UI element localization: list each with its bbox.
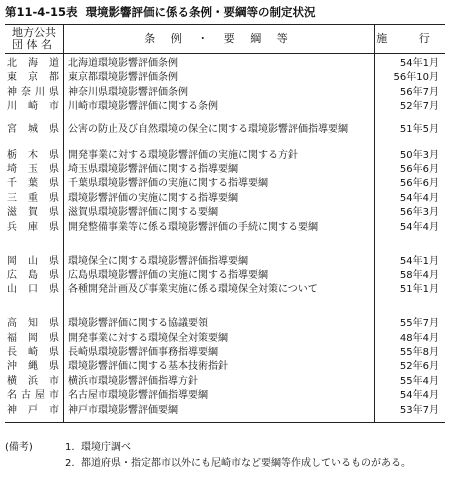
enforcement-date: 50年3月 [399,149,439,161]
table-row [5,222,445,256]
entity-name: 神戸市 [5,405,64,423]
notes-label: (備考) [5,442,33,453]
enforcement-date: 54年1月 [399,58,439,69]
header-enforcement: 施 行 [375,25,446,54]
table-row [5,318,445,332]
entity-name: 川崎市 [7,101,59,113]
enforcement-date: 55年7月 [399,318,439,330]
ordinance-name: 横浜市環境影響評価指導方針 [64,376,375,390]
entity-name: 名古屋市 [7,390,59,402]
header-entity [5,25,64,54]
entity-name: 長崎県 [7,347,59,359]
enforcement-date: 58年4月 [399,269,439,281]
ordinance-name: 北海道環境影響評価条例 [64,54,375,73]
entity-name: 埼玉県 [7,163,59,175]
notes [5,440,411,472]
enforcement-date: 53年7月 [375,405,446,423]
table-row [5,207,445,221]
enforcement-date: 52年7月 [399,101,439,113]
ordinance-name: 環境影響評価に関する協議要領 [64,318,375,332]
entity-name: 広島県 [7,269,59,281]
enforcement-date: 54年4月 [399,221,439,233]
table-row [5,347,445,361]
entity-name: 福岡県 [7,332,59,344]
enforcement-date: 55年4月 [399,375,439,387]
ordinance-name: 神戸市環境影響評価要綱 [64,405,375,423]
enforcement-date: 56年3月 [399,207,439,219]
note-row-2 [5,456,411,472]
ordinance-name: 神奈川県環境影響評価条例 [64,87,375,101]
table-row [5,101,445,123]
entity-name: 滋賀県 [7,207,59,219]
enforcement-date: 56年6月 [399,178,439,190]
enforcement-date: 52年6月 [399,361,439,373]
ordinance-name: 千葉県環境影響評価の実施に関する指導要綱 [64,178,375,192]
table-row [5,361,445,375]
header-entity-text: 地方公共 団 体 名 [12,26,56,51]
table-header-row [5,25,445,54]
ordinance-name: 公害の防止及び自然環境の保全に関する環境影響評価指導要綱 [64,124,375,150]
table-row [5,72,445,86]
ordinance-name: 長崎県環境影響評価事務指導要綱 [64,347,375,361]
entity-name: 東京都 [7,72,59,84]
ordinance-name: 川崎市環境影響評価に関する条例 [64,101,375,123]
entity-name: 山口県 [7,284,59,296]
ordinance-name: 環境影響評価に関する基本技術指針 [64,361,375,375]
entity-name: 三重県 [7,192,59,204]
entity-name: 横浜市 [7,375,59,387]
table-row [5,333,445,347]
ordinance-name: 開発事業に対する環境保全対策要綱 [64,333,375,347]
enforcement-date: 54年1月 [399,255,439,267]
entity-name: 宮城県 [7,123,59,135]
enforcement-date: 48年4月 [399,332,439,344]
ordinance-name: 環境保全に関する環境影響評価指導要綱 [64,256,375,270]
note-row-1 [5,440,411,456]
note-text-1: 環境庁調べ [81,442,131,453]
note-index-1: 1. [65,442,75,453]
table-row [5,270,445,284]
entity-name: 栃木県 [7,149,59,161]
ordinance-name: 埼玉県環境影響評価に関する指導要綱 [64,164,375,178]
entity-name: 高知県 [7,318,59,330]
ordinance-name: 滋賀県環境影響評価に関する要綱 [64,207,375,221]
table-row [5,124,445,150]
entity-name: 神奈川県 [7,86,59,98]
entity-name: 沖縄県 [7,361,59,373]
table-row [5,256,445,270]
ordinance-name: 環境影響評価の実施に関する指導要綱 [64,193,375,207]
ordinance-name: 開発整備事業等に係る環境影響評価の手続に関する要綱 [64,222,375,256]
table-row [5,376,445,390]
entity-name: 北海道 [7,58,59,69]
table-row [5,284,445,318]
ordinance-name: 名古屋市環境影響評価指導要綱 [64,390,375,404]
enforcement-date: 55年8月 [399,347,439,359]
enforcement-date: 54年4月 [399,192,439,204]
table-row [5,178,445,192]
header-ordinance: 条 例 ・ 要 綱 等 [64,25,375,54]
table-row [5,54,445,73]
table-row [5,405,445,423]
ordinance-table [5,24,445,423]
ordinance-name: 広島県環境影響評価の実施に関する指導要綱 [64,270,375,284]
ordinance-name: 東京都環境影響評価条例 [64,72,375,86]
table-row [5,193,445,207]
table-row [5,164,445,178]
table-title-text: 環境影響評価に係る条例・要綱等の制定状況 [85,5,316,19]
enforcement-date: 54年4月 [399,390,439,402]
table-body [5,54,445,423]
entity-name: 兵庫県 [7,221,59,233]
enforcement-date: 56年7月 [399,86,439,98]
enforcement-date: 51年5月 [399,123,439,135]
enforcement-date: 51年1月 [399,284,439,296]
note-text-2: 都道府県・指定都市以外にも尼崎市など要綱等作成しているものがある。 [81,458,411,469]
enforcement-date: 56年10月 [393,72,439,84]
table-row [5,390,445,404]
table-row [5,150,445,164]
note-index-2: 2. [65,458,75,469]
enforcement-date: 56年6月 [399,163,439,175]
table-number: 第11-4-15表 [5,5,78,19]
table-title [5,4,316,20]
entity-name: 千葉県 [7,178,59,190]
ordinance-name: 各種開発計画及び事業実施に係る環境保全対策について [64,284,375,318]
entity-name: 岡山県 [7,255,59,267]
table-row [5,87,445,101]
ordinance-name: 開発事業に対する環境影響評価の実施に関する方針 [64,150,375,164]
